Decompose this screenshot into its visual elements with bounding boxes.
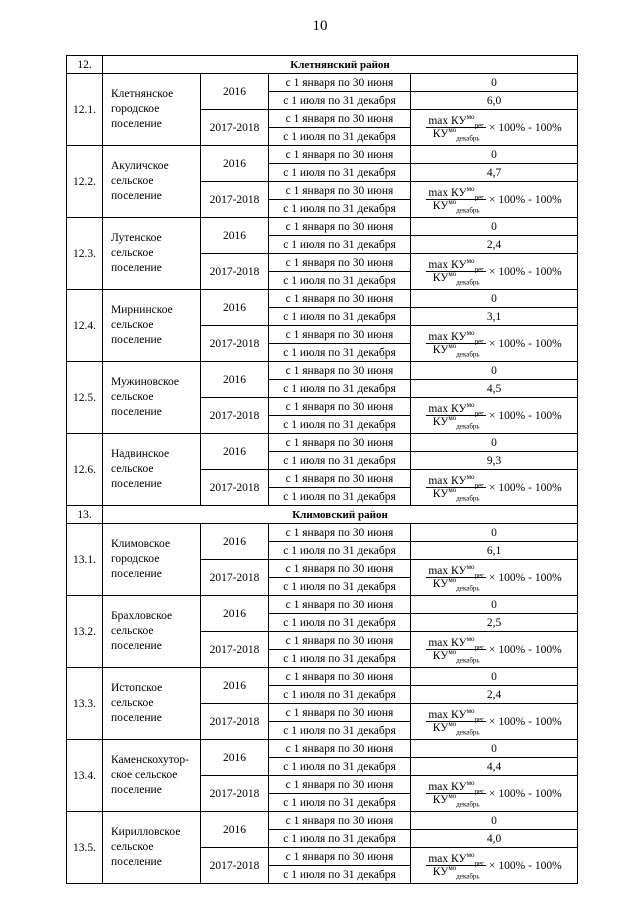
formula-sup: мо: [448, 414, 457, 423]
settlement-name: Клетнянское городское поселение: [103, 74, 201, 146]
formula-tail: × 100% - 100%: [489, 643, 562, 656]
formula-ku: КУ: [451, 781, 467, 793]
formula-sup: мо: [448, 342, 457, 351]
formula-sup: мо: [466, 779, 475, 788]
formula-ku: КУ: [451, 565, 467, 577]
formula-max: max: [428, 187, 449, 199]
formula-fraction: [426, 329, 486, 359]
value-cell: 0: [411, 362, 578, 380]
period-cell: с 1 июля по 31 декабря: [269, 92, 411, 110]
value-cell: 9,3: [411, 452, 578, 470]
year-cell: 2017-2018: [201, 848, 269, 884]
period-cell: с 1 июля по 31 декабря: [269, 614, 411, 632]
year-cell: 2017-2018: [201, 398, 269, 434]
value-cell: 6,1: [411, 542, 578, 560]
year-cell: 2017-2018: [201, 470, 269, 506]
period-cell: с 1 июля по 31 декабря: [269, 794, 411, 812]
formula-sub: декабрь: [456, 422, 480, 431]
table-row: [67, 668, 578, 686]
period-cell: с 1 июля по 31 декабря: [269, 272, 411, 290]
formula-fraction: [426, 563, 486, 593]
formula-ku: КУ: [432, 578, 449, 590]
year-cell: 2017-2018: [201, 776, 269, 812]
value-cell: 4,4: [411, 758, 578, 776]
period-cell: с 1 июля по 31 декабря: [269, 308, 411, 326]
year-cell: 2016: [201, 740, 269, 776]
table-row: [67, 74, 578, 92]
settlement-name: Мирнинское сельское поселение: [103, 290, 201, 362]
period-cell: с 1 июля по 31 декабря: [269, 578, 411, 596]
table-row: [67, 434, 578, 452]
period-cell: с 1 июля по 31 декабря: [269, 416, 411, 434]
settlement-number: 12.2.: [67, 146, 103, 218]
formula-tail: × 100% - 100%: [489, 481, 562, 494]
formula-sup: мо: [466, 707, 475, 716]
formula-tail: × 100% - 100%: [489, 121, 562, 134]
formula-sub: рег: [474, 481, 485, 490]
year-cell: 2016: [201, 290, 269, 326]
settlement-name: Истопское сельское поселение: [103, 668, 201, 740]
period-cell: с 1 января по 30 июня: [269, 74, 411, 92]
formula-ku: КУ: [451, 115, 467, 127]
formula-fraction: [426, 779, 486, 809]
period-cell: с 1 января по 30 июня: [269, 668, 411, 686]
period-cell: с 1 января по 30 июня: [269, 290, 411, 308]
district-number: 13.: [67, 506, 103, 524]
settlement-name: Лутенское сельское поселение: [103, 218, 201, 290]
formula-sup: мо: [466, 257, 475, 266]
formula-ku: КУ: [432, 128, 449, 140]
settlement-name: Акуличское сельское поселение: [103, 146, 201, 218]
year-cell: 2016: [201, 74, 269, 110]
page-number: 10: [312, 18, 328, 34]
period-cell: с 1 января по 30 июня: [269, 362, 411, 380]
year-cell: 2017-2018: [201, 254, 269, 290]
period-cell: с 1 января по 30 июня: [269, 740, 411, 758]
period-cell: с 1 января по 30 июня: [269, 776, 411, 794]
formula-fraction: [426, 635, 486, 665]
table-row: [67, 812, 578, 830]
settlement-number: 12.1.: [67, 74, 103, 146]
formula-max: max: [428, 403, 449, 415]
formula-cell: [411, 632, 578, 668]
period-cell: с 1 июля по 31 декабря: [269, 830, 411, 848]
settlement-number: 13.4.: [67, 740, 103, 812]
formula-sub: декабрь: [456, 584, 480, 593]
formula-sub: декабрь: [456, 656, 480, 665]
period-cell: с 1 января по 30 июня: [269, 848, 411, 866]
formula-fraction: [426, 473, 486, 503]
formula-cell: [411, 848, 578, 884]
year-cell: 2016: [201, 524, 269, 560]
formula-sup: мо: [466, 635, 475, 644]
formula-cell: [411, 254, 578, 290]
period-cell: с 1 января по 30 июня: [269, 110, 411, 128]
district-row: [67, 56, 578, 74]
formula-ku: КУ: [432, 866, 449, 878]
value-cell: 0: [411, 740, 578, 758]
formula-ku: КУ: [451, 331, 467, 343]
table-row: [67, 524, 578, 542]
value-cell: 6,0: [411, 92, 578, 110]
formula-max: max: [428, 475, 449, 487]
period-cell: с 1 января по 30 июня: [269, 632, 411, 650]
table-row: [67, 740, 578, 758]
formula-cell: [411, 776, 578, 812]
period-cell: с 1 июля по 31 декабря: [269, 380, 411, 398]
formula-sub: рег: [474, 571, 485, 580]
formula-ku: КУ: [451, 853, 467, 865]
formula-ku: КУ: [432, 794, 449, 806]
value-cell: 4,5: [411, 380, 578, 398]
settlement-number: 12.6.: [67, 434, 103, 506]
formula-max: max: [428, 781, 449, 793]
formula-fraction: [426, 185, 486, 215]
table-row: [67, 596, 578, 614]
formula-tail: × 100% - 100%: [489, 409, 562, 422]
period-cell: с 1 января по 30 июня: [269, 254, 411, 272]
period-cell: с 1 июля по 31 декабря: [269, 236, 411, 254]
formula-sub: рег: [474, 643, 485, 652]
settlement-number: 13.2.: [67, 596, 103, 668]
period-cell: с 1 июля по 31 декабря: [269, 758, 411, 776]
formula-ku: КУ: [432, 200, 449, 212]
year-cell: 2016: [201, 812, 269, 848]
formula-sup: мо: [466, 329, 475, 338]
formula-ku: КУ: [451, 709, 467, 721]
formula-ku: КУ: [432, 272, 449, 284]
value-cell: 0: [411, 812, 578, 830]
value-cell: 3,1: [411, 308, 578, 326]
formula-ku: КУ: [432, 488, 449, 500]
formula-sup: мо: [448, 576, 457, 585]
year-cell: 2017-2018: [201, 704, 269, 740]
value-cell: 0: [411, 218, 578, 236]
formula-cell: [411, 182, 578, 218]
formula-sup: мо: [466, 401, 475, 410]
formula-ku: КУ: [451, 187, 467, 199]
period-cell: с 1 января по 30 июня: [269, 434, 411, 452]
period-cell: с 1 июля по 31 декабря: [269, 488, 411, 506]
formula-sub: декабрь: [456, 728, 480, 737]
formula-max: max: [428, 115, 449, 127]
formula-sub: рег: [474, 409, 485, 418]
formula-sup: мо: [448, 792, 457, 801]
formula-tail: × 100% - 100%: [489, 859, 562, 872]
formula-max: max: [428, 637, 449, 649]
period-cell: с 1 января по 30 июня: [269, 326, 411, 344]
formula-tail: × 100% - 100%: [489, 571, 562, 584]
period-cell: с 1 января по 30 июня: [269, 524, 411, 542]
period-cell: с 1 января по 30 июня: [269, 812, 411, 830]
year-cell: 2017-2018: [201, 110, 269, 146]
value-cell: 0: [411, 290, 578, 308]
year-cell: 2016: [201, 218, 269, 254]
year-cell: 2016: [201, 146, 269, 182]
formula-tail: × 100% - 100%: [489, 337, 562, 350]
formula-max: max: [428, 565, 449, 577]
period-cell: с 1 июля по 31 декабря: [269, 686, 411, 704]
period-cell: с 1 января по 30 июня: [269, 596, 411, 614]
table-row: [67, 362, 578, 380]
settlement-name: Брахловское сельское поселение: [103, 596, 201, 668]
formula-ku: КУ: [451, 637, 467, 649]
formula-sup: мо: [448, 864, 457, 873]
period-cell: с 1 января по 30 июня: [269, 560, 411, 578]
formula-sup: мо: [466, 473, 475, 482]
district-name: Климовский район: [103, 506, 578, 524]
settlement-number: 13.5.: [67, 812, 103, 884]
year-cell: 2016: [201, 434, 269, 470]
formula-sub: декабрь: [456, 206, 480, 215]
formula-sub: рег: [474, 715, 485, 724]
formula-sup: мо: [448, 126, 457, 135]
district-row: [67, 506, 578, 524]
formula-sub: рег: [474, 859, 485, 868]
formula-tail: × 100% - 100%: [489, 265, 562, 278]
settlement-number: 12.4.: [67, 290, 103, 362]
formula-cell: [411, 470, 578, 506]
formula-cell: [411, 560, 578, 596]
settlement-number: 13.1.: [67, 524, 103, 596]
value-cell: 0: [411, 524, 578, 542]
year-cell: 2017-2018: [201, 182, 269, 218]
formula-sub: декабрь: [456, 872, 480, 881]
period-cell: с 1 июля по 31 декабря: [269, 164, 411, 182]
year-cell: 2017-2018: [201, 632, 269, 668]
value-cell: 0: [411, 668, 578, 686]
formula-fraction: [426, 401, 486, 431]
district-name: Клетнянский район: [103, 56, 578, 74]
value-cell: 0: [411, 434, 578, 452]
formula-sub: рег: [474, 787, 485, 796]
formula-sup: мо: [466, 563, 475, 572]
district-number: 12.: [67, 56, 103, 74]
period-cell: с 1 июля по 31 декабря: [269, 128, 411, 146]
formula-max: max: [428, 853, 449, 865]
formula-tail: × 100% - 100%: [489, 787, 562, 800]
settlement-name: Мужиновское сельское поселение: [103, 362, 201, 434]
period-cell: с 1 июля по 31 декабря: [269, 200, 411, 218]
formula-tail: × 100% - 100%: [489, 715, 562, 728]
formula-sub: рег: [474, 337, 485, 346]
formula-sub: декабрь: [456, 800, 480, 809]
formula-max: max: [428, 259, 449, 271]
formula-fraction: [426, 257, 486, 287]
formula-fraction: [426, 707, 486, 737]
year-cell: 2016: [201, 668, 269, 704]
value-cell: 0: [411, 596, 578, 614]
formula-sub: декабрь: [456, 278, 480, 287]
formula-sup: мо: [448, 648, 457, 657]
settlement-number: 12.3.: [67, 218, 103, 290]
value-cell: 4,7: [411, 164, 578, 182]
table-row: [67, 290, 578, 308]
formula-fraction: [426, 113, 486, 143]
formula-sup: мо: [466, 113, 475, 122]
formula-ku: КУ: [432, 416, 449, 428]
formula-ku: КУ: [451, 475, 467, 487]
settlement-number: 13.3.: [67, 668, 103, 740]
formula-fraction: [426, 851, 486, 881]
period-cell: с 1 июля по 31 декабря: [269, 650, 411, 668]
formula-sup: мо: [448, 198, 457, 207]
value-cell: 2,5: [411, 614, 578, 632]
period-cell: с 1 июля по 31 декабря: [269, 542, 411, 560]
period-cell: с 1 января по 30 июня: [269, 704, 411, 722]
year-cell: 2016: [201, 362, 269, 398]
value-cell: 2,4: [411, 686, 578, 704]
period-cell: с 1 июля по 31 декабря: [269, 866, 411, 884]
period-cell: с 1 января по 30 июня: [269, 470, 411, 488]
formula-ku: КУ: [451, 259, 467, 271]
year-cell: 2017-2018: [201, 326, 269, 362]
period-cell: с 1 января по 30 июня: [269, 146, 411, 164]
formula-ku: КУ: [432, 344, 449, 356]
formula-ku: КУ: [451, 403, 467, 415]
formula-cell: [411, 326, 578, 362]
period-cell: с 1 июля по 31 декабря: [269, 452, 411, 470]
formula-max: max: [428, 709, 449, 721]
period-cell: с 1 июля по 31 декабря: [269, 722, 411, 740]
table-row: [67, 218, 578, 236]
formula-sub: декабрь: [456, 494, 480, 503]
settlement-name: Каменскохутор-ское сельское поселение: [103, 740, 201, 812]
formula-sup: мо: [466, 851, 475, 860]
period-cell: с 1 января по 30 июня: [269, 218, 411, 236]
table-row: [67, 146, 578, 164]
period-cell: с 1 января по 30 июня: [269, 398, 411, 416]
period-cell: с 1 июля по 31 декабря: [269, 344, 411, 362]
formula-cell: [411, 704, 578, 740]
value-cell: 2,4: [411, 236, 578, 254]
settlement-name: Климовское городское поселение: [103, 524, 201, 596]
formula-cell: [411, 110, 578, 146]
formula-cell: [411, 398, 578, 434]
year-cell: 2017-2018: [201, 560, 269, 596]
value-cell: 4,0: [411, 830, 578, 848]
formula-sub: декабрь: [456, 134, 480, 143]
formula-max: max: [428, 331, 449, 343]
formula-ku: КУ: [432, 650, 449, 662]
formula-tail: × 100% - 100%: [489, 193, 562, 206]
formula-ku: КУ: [432, 722, 449, 734]
formula-sub: рег: [474, 121, 485, 130]
settlement-number: 12.5.: [67, 362, 103, 434]
formula-sub: декабрь: [456, 350, 480, 359]
value-cell: 0: [411, 74, 578, 92]
formula-sub: рег: [474, 193, 485, 202]
settlement-name: Надвинское сельское поселение: [103, 434, 201, 506]
formula-sup: мо: [448, 486, 457, 495]
year-cell: 2016: [201, 596, 269, 632]
formula-sup: мо: [466, 185, 475, 194]
settlement-name: Кирилловское сельское поселение: [103, 812, 201, 884]
period-cell: с 1 января по 30 июня: [269, 182, 411, 200]
tariff-table: [66, 55, 578, 884]
formula-sup: мо: [448, 270, 457, 279]
formula-sub: рег: [474, 265, 485, 274]
value-cell: 0: [411, 146, 578, 164]
formula-sup: мо: [448, 720, 457, 729]
